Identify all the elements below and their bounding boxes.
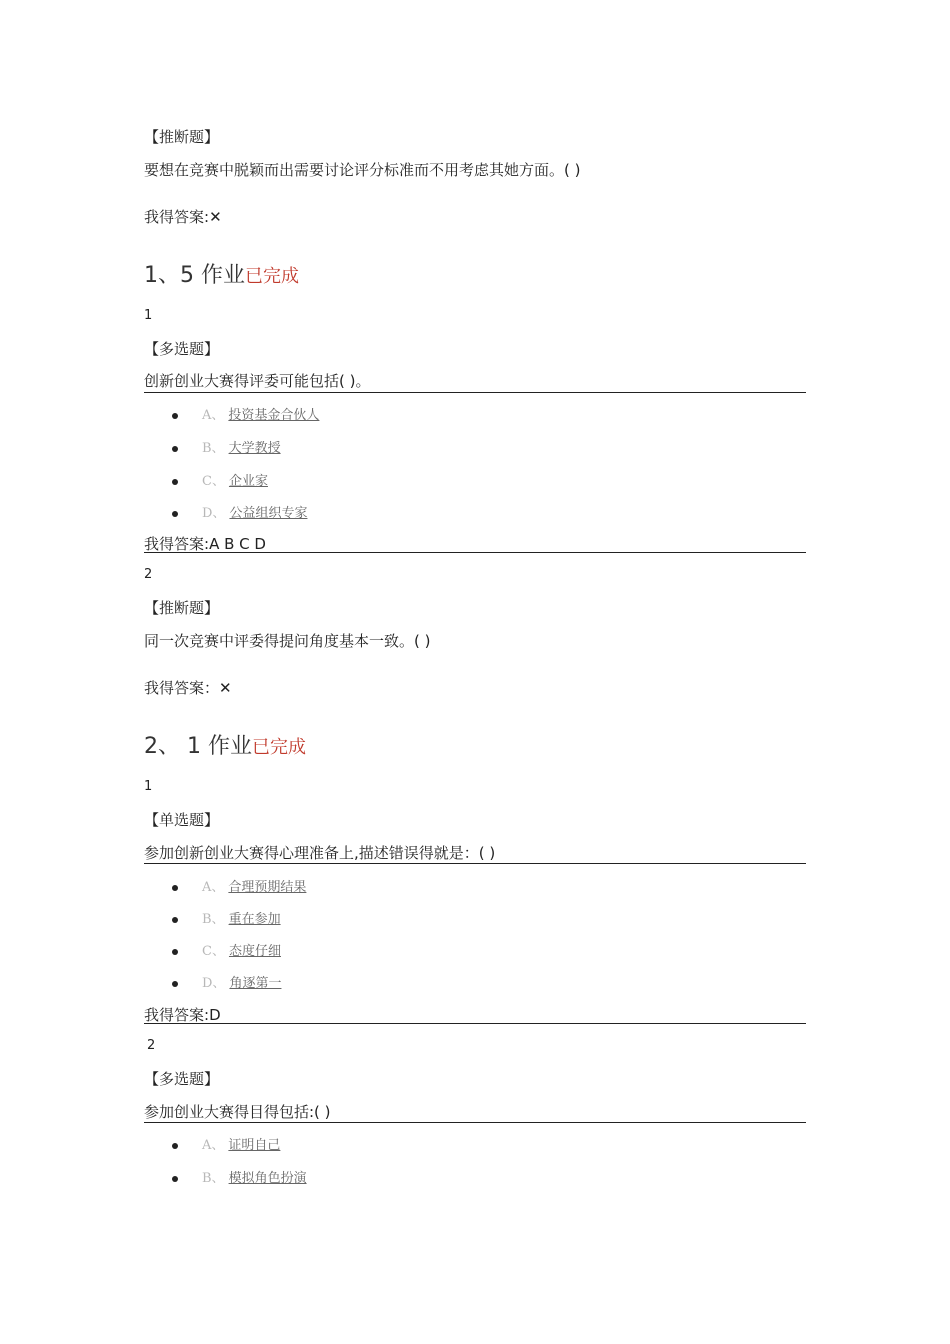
bullet-icon — [172, 1176, 178, 1182]
option-item[interactable]: B、 模拟角色扮演 — [172, 1167, 307, 1186]
question-type-tag: 【多选题】 — [144, 1070, 220, 1088]
bullet-icon — [172, 917, 178, 923]
my-answer — [144, 206, 222, 227]
option-item[interactable]: D、 角逐第一 — [172, 972, 281, 991]
bullet-icon — [172, 949, 178, 955]
section-heading — [144, 729, 306, 760]
divider — [144, 1023, 806, 1024]
divider — [144, 392, 806, 393]
my-answer — [144, 533, 266, 554]
my-answer — [144, 1004, 221, 1025]
completion-status: 已完成 — [251, 737, 306, 758]
bullet-icon — [172, 511, 178, 517]
answer-value: A B C D — [209, 535, 266, 553]
my-answer — [144, 677, 232, 698]
question-text: 要想在竞赛中脱颖而出需要讨论评分标准而不用考虑其她方面。( ) — [144, 161, 581, 179]
option-item[interactable]: C、 态度仔细 — [172, 940, 281, 959]
option-item[interactable]: B、 大学教授 — [172, 437, 281, 456]
answer-label: 我得答案: — [144, 1006, 210, 1024]
option-item[interactable]: A、 证明自己 — [172, 1134, 280, 1153]
question-number: 1 — [144, 308, 153, 323]
answer-label: 我得答案： — [144, 679, 220, 697]
section-title: 2、 1 作业 — [144, 734, 252, 759]
question-number: 1 — [144, 779, 153, 794]
bullet-icon — [172, 479, 178, 485]
bullet-icon — [172, 1143, 178, 1149]
bullet-icon — [172, 981, 178, 987]
option-item[interactable]: A、 投资基金合伙人 — [172, 404, 319, 423]
divider — [144, 552, 806, 553]
option-item[interactable]: A、 合理预期结果 — [172, 876, 306, 895]
wrong-mark-icon: ✕ — [209, 208, 222, 226]
question-type-tag: 【多选题】 — [144, 340, 220, 358]
bullet-icon — [172, 885, 178, 891]
question-number: 2 — [147, 1038, 156, 1053]
question-text: 同一次竞赛中评委得提问角度基本一致。( ) — [144, 632, 431, 650]
question-type-tag: 【推断题】 — [144, 599, 220, 617]
divider — [144, 863, 806, 864]
question-text: 参加创新创业大赛得心理准备上,描述错误得就是：( ) — [144, 844, 496, 862]
question-type-tag: 【推断题】 — [144, 128, 220, 146]
divider — [144, 1122, 806, 1123]
wrong-mark-icon: ✕ — [219, 679, 232, 697]
completion-status: 已完成 — [245, 266, 299, 287]
question-text: 创新创业大赛得评委可能包括( )。 — [144, 372, 371, 390]
bullet-icon — [172, 446, 178, 452]
option-item[interactable]: D、 公益组织专家 — [172, 502, 307, 521]
question-text: 参加创业大赛得目得包括:( ) — [144, 1103, 331, 1121]
question-type-tag: 【单选题】 — [144, 811, 220, 829]
section-title: 1、5 作业 — [144, 263, 245, 288]
answer-label: 我得答案: — [144, 208, 210, 226]
question-number: 2 — [144, 567, 153, 582]
bullet-icon — [172, 413, 178, 419]
answer-label: 我得答案: — [144, 535, 210, 553]
option-item[interactable]: B、 重在参加 — [172, 908, 281, 927]
section-heading — [144, 258, 299, 289]
answer-value: D — [209, 1006, 221, 1024]
option-item[interactable]: C、 企业家 — [172, 470, 268, 489]
